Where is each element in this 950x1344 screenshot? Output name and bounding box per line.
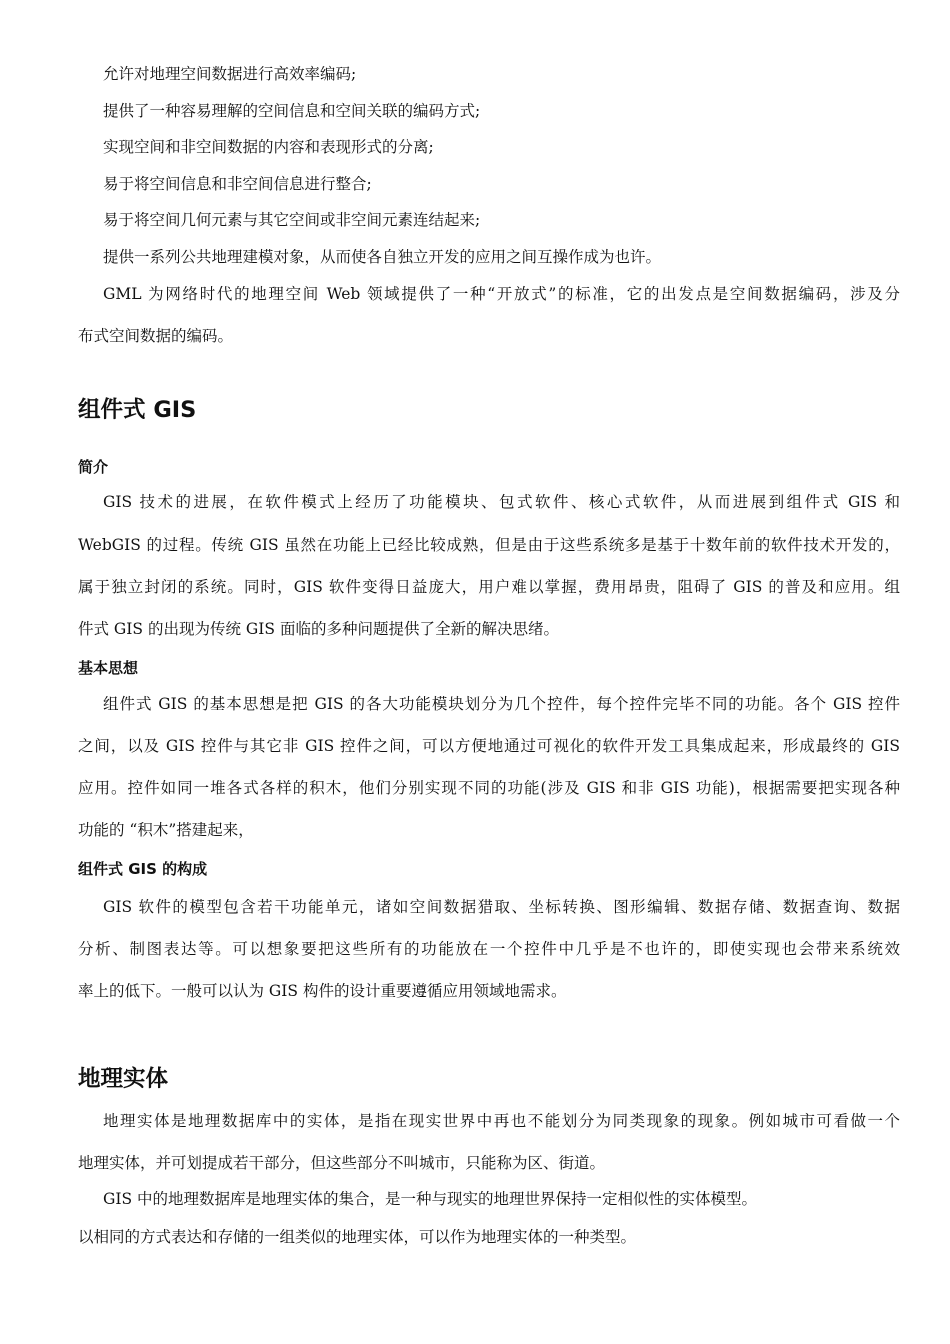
basic-idea-heading: 基本思想 <box>78 659 139 677</box>
geo-p2-line-1: GIS 中的地理数据库是地理实体的集合，是一种与现实的地理世界保持一定相似性的实体模型。 <box>103 1190 758 1208</box>
gml-point-4: 易于将空间信息和非空间信息进行整合; <box>103 175 372 193</box>
gml-point-2: 提供了一种容易理解的空间信息和空间关联的编码方式; <box>103 102 481 120</box>
geo-entity-heading: 地理实体 <box>78 1066 169 1092</box>
gml-summary-line-1: GML 为网络时代的地理空间 Web 领域提供了一种“开放式”的标准，它的出发点是空间数据编码，涉及分 <box>103 285 900 303</box>
gml-point-3: 实现空间和非空间数据的内容和表现形式的分离; <box>103 138 434 156</box>
idea-line-2: 之间，以及 GIS 控件与其它非 GIS 控件之间，可以方便地通过可视化的软件开发工具集成起来，形成最终的 GIS <box>78 737 900 755</box>
gml-point-1: 允许对地理空间数据进行高效率编码; <box>103 65 357 83</box>
idea-line-3: 应用。控件如同一堆各式各样的积木，他们分别实现不同的功能(涉及 GIS 和非 GIS 功能)，根据需要把实现各种 <box>78 779 900 797</box>
intro-line-3: 属于独立封闭的系统。同时，GIS 软件变得日益庞大，用户难以掌握，费用昂贵，阻碍了 GIS 的普及和应用。组 <box>78 578 900 596</box>
gml-point-6: 提供一系列公共地理建模对象，从而使各自独立开发的应用之间互操作成为也许。 <box>103 248 662 266</box>
geo-p1-line-1: 地理实体是地理数据库中的实体，是指在现实世界中再也不能划分为同类现象的现象。例如城市可看做一个 <box>103 1112 900 1130</box>
intro-line-2: WebGIS 的过程。传统 GIS 虽然在功能上已经比较成熟，但是由于这些系统多是基于十数年前的软件技术开发的， <box>78 536 900 554</box>
intro-line-1: GIS 技术的进展，在软件模式上经历了功能模块、包式软件、核心式软件，从而进展到组件式 GIS 和 <box>103 493 900 511</box>
gml-point-5: 易于将空间几何元素与其它空间或非空间元素连结起来; <box>103 211 481 229</box>
structure-heading: 组件式 GIS 的构成 <box>78 860 208 878</box>
intro-heading: 简介 <box>78 458 109 476</box>
component-gis-heading: 组件式 GIS <box>78 397 197 423</box>
gml-summary-line-2: 布式空间数据的编码。 <box>78 327 234 345</box>
idea-line-4: 功能的 “积木”搭建起来， <box>78 821 254 839</box>
geo-p1-line-2: 地理实体，并可划提成若干部分，但这些部分不叫城市，只能称为区、街道。 <box>78 1154 606 1172</box>
geo-p2-line-2: 以相同的方式表达和存储的一组类似的地理实体，可以作为地理实体的一种类型。 <box>78 1228 637 1246</box>
structure-line-2: 分析、制图表达等。可以想象要把这些所有的功能放在一个控件中几乎是不也许的，即使实现也会带来系统效 <box>78 940 900 958</box>
intro-line-4: 件式 GIS 的出现为传统 GIS 面临的多种问题提供了全新的解决思绪。 <box>78 620 559 638</box>
idea-line-1: 组件式 GIS 的基本思想是把 GIS 的各大功能模块划分为几个控件，每个控件完毕不同的功能。各个 GIS 控件 <box>103 695 900 713</box>
structure-line-1: GIS 软件的模型包含若干功能单元，诸如空间数据猎取、坐标转换、图形编辑、数据存储、数据查询、数据 <box>103 898 900 916</box>
structure-line-3: 率上的低下。一般可以认为 GIS 构件的设计重要遵循应用领域地需求。 <box>78 982 567 1000</box>
